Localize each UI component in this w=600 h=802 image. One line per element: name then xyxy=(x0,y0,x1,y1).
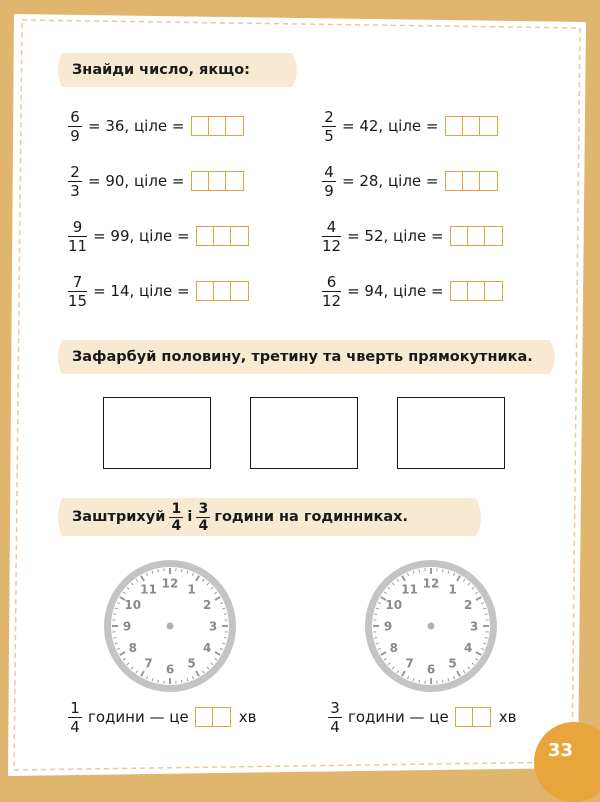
fraction-one-quarter: $\frac{1}{4}$ xyxy=(169,502,183,533)
fraction: $\frac{2}{3}$ xyxy=(68,164,82,199)
clock-number: 6 xyxy=(166,663,174,677)
fraction-three-quarters: $\frac{3}{4}$ xyxy=(196,502,210,533)
exercise-left-1 xyxy=(68,106,244,146)
clock-tick xyxy=(224,637,227,638)
clock-number: 11 xyxy=(401,582,418,596)
clock-number: 11 xyxy=(140,582,157,596)
clock-tick xyxy=(158,680,159,683)
equation-text: = 94, ціле = xyxy=(347,282,444,300)
clock-tick xyxy=(485,637,488,638)
is-label: це xyxy=(169,708,188,726)
clock-number: 4 xyxy=(203,641,211,655)
clock-tick xyxy=(442,569,443,572)
clock-number: 3 xyxy=(209,620,217,634)
page-number-badge xyxy=(534,722,600,802)
dash: — xyxy=(150,708,165,726)
clock-tick xyxy=(181,680,182,683)
clock-tick xyxy=(442,680,443,683)
clock-number: 6 xyxy=(427,663,435,677)
clock-tick xyxy=(181,569,182,572)
exercise-right-3 xyxy=(322,216,503,256)
exercise-left-3 xyxy=(68,216,249,256)
clock-number: 9 xyxy=(123,620,131,634)
section3-title xyxy=(72,502,408,533)
clock-number: 12 xyxy=(423,577,440,591)
minutes-boxes[interactable] xyxy=(195,707,231,727)
answer-boxes[interactable] xyxy=(445,116,498,136)
fraction: $\frac{6}{12}$ xyxy=(322,274,341,309)
clock-number: 9 xyxy=(384,620,392,634)
clock-right[interactable] xyxy=(363,558,499,694)
clock-tick xyxy=(419,569,420,572)
clock-number: 5 xyxy=(448,657,456,671)
fraction: $\frac{3}{4}$ xyxy=(328,700,342,735)
clock-left[interactable] xyxy=(102,558,238,694)
equation-text: = 52, ціле = xyxy=(347,227,444,245)
section2-title: Зафарбуй половину, третину та чверть прямокутника. xyxy=(72,349,533,365)
unit-label: хв xyxy=(239,708,257,726)
fraction: $\frac{6}{9}$ xyxy=(68,109,82,144)
exercise-right-1 xyxy=(322,106,498,146)
clock-number: 3 xyxy=(470,620,478,634)
equation-text: = 28, ціле = xyxy=(342,172,439,190)
clock-tick xyxy=(224,614,227,615)
answer-boxes[interactable] xyxy=(196,281,249,301)
answer-boxes[interactable] xyxy=(191,171,244,191)
clock-center xyxy=(167,623,174,630)
clock-number: 8 xyxy=(129,641,137,655)
answer-boxes[interactable] xyxy=(196,226,249,246)
exercise-right-4 xyxy=(322,271,503,311)
equation-text: = 14, ціле = xyxy=(93,282,190,300)
clock-tick xyxy=(374,614,377,615)
answer-right xyxy=(328,697,516,737)
page-number: 33 xyxy=(548,740,573,761)
unit-label: хв xyxy=(499,708,517,726)
clock-tick xyxy=(113,637,116,638)
dash: — xyxy=(410,708,425,726)
equation-text: = 42, ціле = xyxy=(342,117,439,135)
equation-text: = 99, ціле = xyxy=(93,227,190,245)
clock-number: 4 xyxy=(464,641,472,655)
fraction: $\frac{1}{4}$ xyxy=(68,700,82,735)
clock-number: 2 xyxy=(203,598,211,612)
section1-banner xyxy=(52,50,322,90)
fraction: $\frac{7}{15}$ xyxy=(68,274,87,309)
answer-boxes[interactable] xyxy=(450,226,503,246)
exercise-left-4 xyxy=(68,271,249,311)
clock-number: 10 xyxy=(385,598,402,612)
clock-number: 10 xyxy=(124,598,141,612)
clock-tick xyxy=(485,614,488,615)
fraction: $\frac{9}{11}$ xyxy=(68,219,87,254)
rectangle-half[interactable] xyxy=(103,397,211,469)
answer-left xyxy=(68,697,256,737)
clock-number: 7 xyxy=(144,657,152,671)
answer-boxes[interactable] xyxy=(450,281,503,301)
clock-tick xyxy=(419,680,420,683)
answer-boxes[interactable] xyxy=(191,116,244,136)
section1-title: Знайди число, якщо: xyxy=(72,62,250,78)
clock-tick xyxy=(374,637,377,638)
rectangle-third[interactable] xyxy=(250,397,358,469)
section2-banner xyxy=(52,337,580,377)
clock-number: 8 xyxy=(390,641,398,655)
rectangle-quarter[interactable] xyxy=(397,397,505,469)
clock-number: 12 xyxy=(162,577,179,591)
clock-number: 2 xyxy=(464,598,472,612)
exercise-left-2 xyxy=(68,161,244,201)
title-conjunction: і xyxy=(187,509,192,525)
equation-text: = 90, ціле = xyxy=(88,172,185,190)
is-label: це xyxy=(429,708,448,726)
clock-tick xyxy=(113,614,116,615)
fraction: $\frac{4}{12}$ xyxy=(322,219,341,254)
equation-text: = 36, ціле = xyxy=(88,117,185,135)
answer-boxes[interactable] xyxy=(445,171,498,191)
hours-label: години xyxy=(348,708,405,726)
fraction: $\frac{4}{9}$ xyxy=(322,164,336,199)
section3-banner xyxy=(52,495,506,539)
title-after: години на годинниках. xyxy=(214,509,408,525)
fraction: $\frac{2}{5}$ xyxy=(322,109,336,144)
clock-number: 7 xyxy=(405,657,413,671)
clock-number: 5 xyxy=(187,657,195,671)
clock-number: 1 xyxy=(187,582,195,596)
clock-center xyxy=(428,623,435,630)
hours-label: години xyxy=(88,708,145,726)
clock-tick xyxy=(158,569,159,572)
clock-number: 1 xyxy=(448,582,456,596)
minutes-boxes[interactable] xyxy=(455,707,491,727)
title-before: Заштрихуй xyxy=(72,509,165,525)
exercise-right-2 xyxy=(322,161,498,201)
